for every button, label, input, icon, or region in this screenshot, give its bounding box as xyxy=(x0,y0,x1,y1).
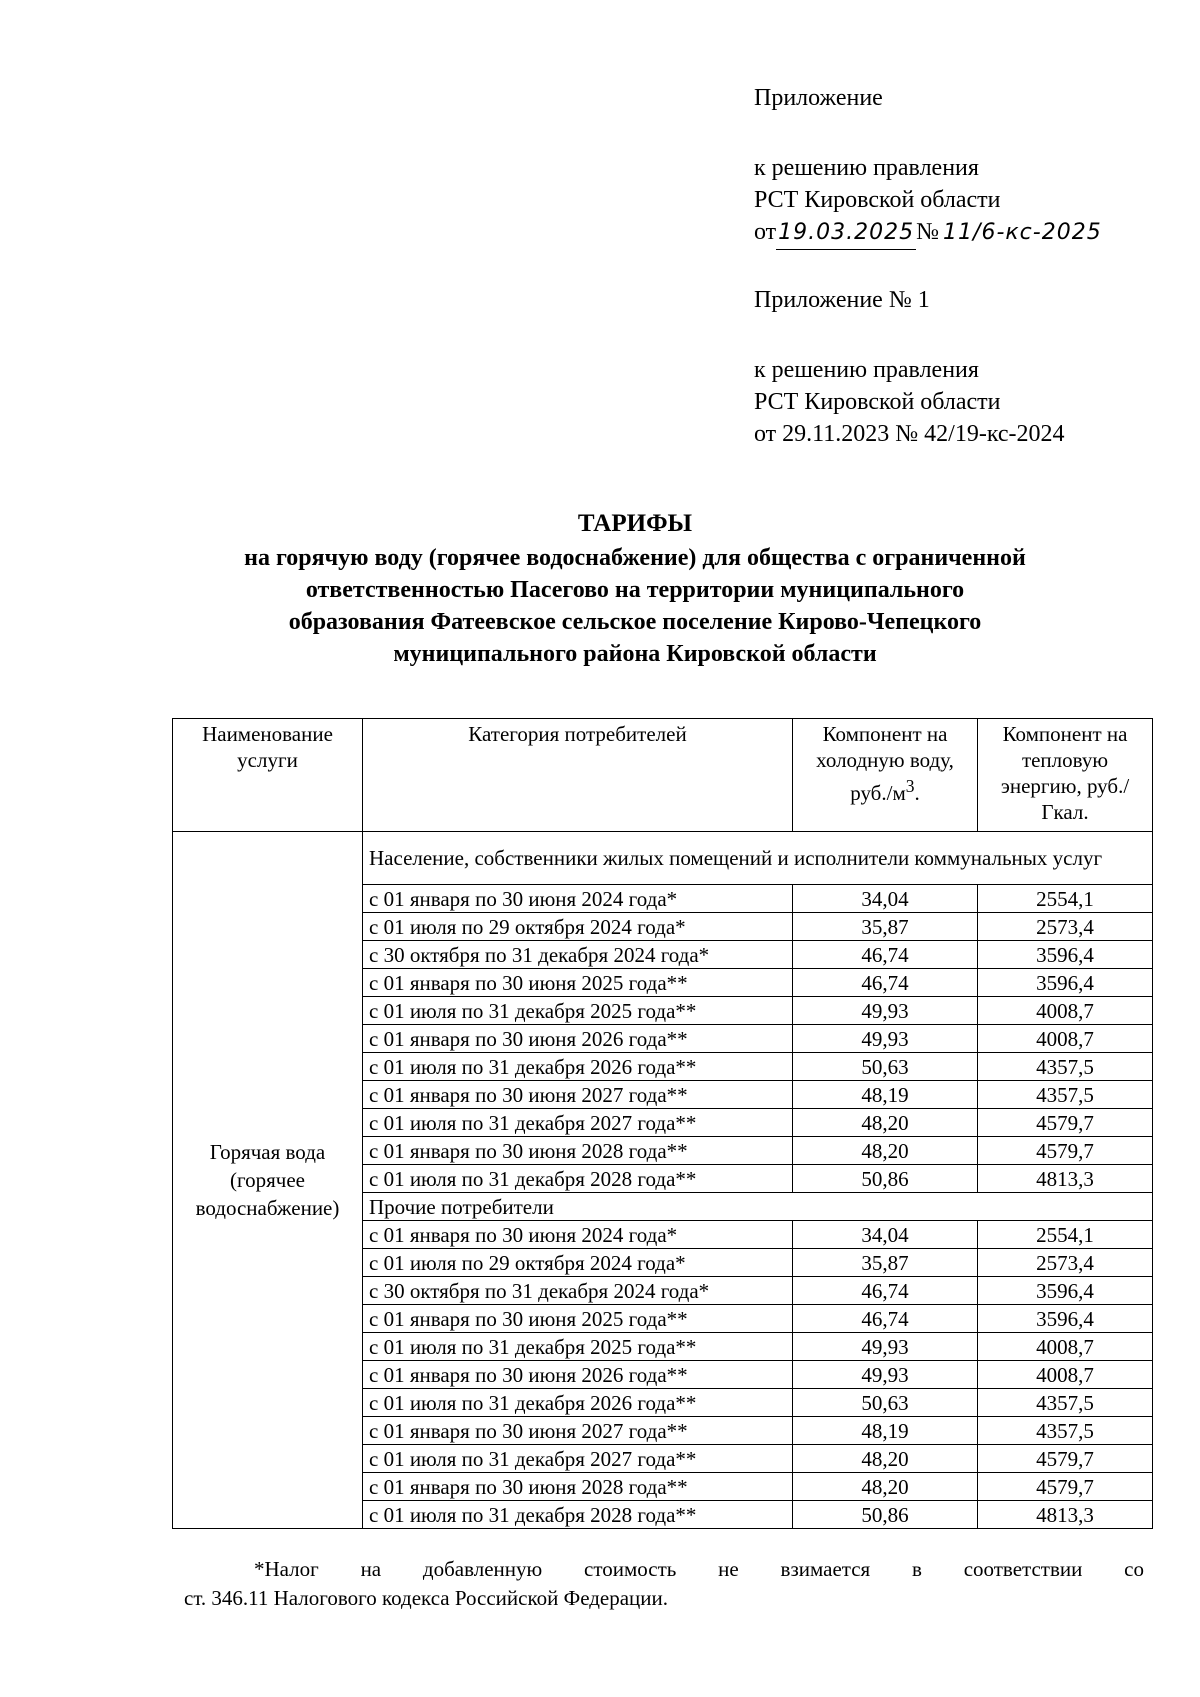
row-period: с 01 июля по 29 октября 2024 года* xyxy=(363,913,793,941)
row-period: с 01 января по 30 июня 2027 года** xyxy=(363,1417,793,1445)
row-heat-value: 4357,5 xyxy=(978,1389,1153,1417)
service-name-line2: (горячее xyxy=(230,1168,305,1192)
row-period: с 01 июля по 31 декабря 2028 года** xyxy=(363,1501,793,1529)
row-cold-water-value: 48,20 xyxy=(793,1445,978,1473)
header-cold-water: Компонент на холодную воду, $руб./м^3$. xyxy=(793,719,978,832)
header-service: Наименование услуги xyxy=(173,719,363,832)
row-period: с 01 июля по 31 декабря 2026 года** xyxy=(363,1389,793,1417)
row-period: с 01 июля по 31 декабря 2026 года** xyxy=(363,1053,793,1081)
row-cold-water-value: 46,74 xyxy=(793,1305,978,1333)
heading-main: ТАРИФЫ xyxy=(577,510,693,537)
row-period: с 30 октября по 31 декабря 2024 года* xyxy=(363,941,793,969)
appendix-1-ref-line2: РСТ Кировской области xyxy=(754,389,1001,415)
handwritten-date: 19.03.2025 xyxy=(776,217,916,250)
header-category: Категория потребителей xyxy=(363,719,793,832)
tariffs-table xyxy=(172,718,1153,1529)
footnote-line1: *Налог на добавленную стоимость не взимается в соответствии со xyxy=(254,1557,1144,1581)
row-heat-value: 4579,7 xyxy=(978,1137,1153,1165)
row-cold-water-value: 48,20 xyxy=(793,1473,978,1501)
number-sign: № xyxy=(916,219,940,245)
row-period: с 01 января по 30 июня 2024 года* xyxy=(363,1221,793,1249)
row-period: с 01 июля по 29 октября 2024 года* xyxy=(363,1249,793,1277)
header-heat: Компонент на тепловую энергию, руб./Гкал. xyxy=(978,719,1153,832)
row-period: с 30 октября по 31 декабря 2024 года* xyxy=(363,1277,793,1305)
appendix-ref-line1: к решению правления xyxy=(754,155,979,181)
row-cold-water-value: 48,19 xyxy=(793,1417,978,1445)
row-heat-value: 4357,5 xyxy=(978,1417,1153,1445)
row-cold-water-value: 46,74 xyxy=(793,969,978,997)
appendix-title: Приложение xyxy=(754,85,883,111)
row-heat-value: 4357,5 xyxy=(978,1081,1153,1109)
group-row xyxy=(173,832,1153,885)
heading-line1: на горячую воду (горячее водоснабжение) для общества с ограниченной xyxy=(244,545,1026,571)
row-heat-value: 2554,1 xyxy=(978,885,1153,913)
row-heat-value: 4008,7 xyxy=(978,1025,1153,1053)
appendix-reference xyxy=(754,152,1102,250)
row-cold-water-value: 49,93 xyxy=(793,1361,978,1389)
appendix-1-title: Приложение № 1 xyxy=(754,287,930,313)
row-period: с 01 июля по 31 декабря 2025 года** xyxy=(363,997,793,1025)
footnote xyxy=(184,1555,1144,1613)
row-period: с 01 января по 30 июня 2026 года** xyxy=(363,1025,793,1053)
row-heat-value: 4579,7 xyxy=(978,1445,1153,1473)
row-cold-water-value: 50,63 xyxy=(793,1389,978,1417)
row-cold-water-value: 46,74 xyxy=(793,1277,978,1305)
row-cold-water-value: 46,74 xyxy=(793,941,978,969)
footnote-line2: ст. 346.11 Налогового кодекса Российской Федерации. xyxy=(184,1586,669,1610)
row-period: с 01 января по 30 июня 2027 года** xyxy=(363,1081,793,1109)
row-heat-value: 4357,5 xyxy=(978,1053,1153,1081)
row-heat-value: 4008,7 xyxy=(978,997,1153,1025)
row-period: с 01 июля по 31 декабря 2027 года** xyxy=(363,1445,793,1473)
appendix-1-ref-line3: от 29.11.2023 № 42/19-кс-2024 xyxy=(754,421,1065,447)
heading-line3: образования Фатеевское сельское поселение Кирово-Чепецкого xyxy=(288,609,982,635)
appendix-1-reference xyxy=(754,354,1065,450)
row-cold-water-value: 49,93 xyxy=(793,1333,978,1361)
document-heading xyxy=(150,508,1120,670)
row-heat-value: 3596,4 xyxy=(978,1305,1153,1333)
row-cold-water-value: 49,93 xyxy=(793,997,978,1025)
appendix-1-ref-line1: к решению правления xyxy=(754,357,979,383)
row-heat-value: 3596,4 xyxy=(978,1277,1153,1305)
service-name-line1: Горячая вода xyxy=(209,1140,326,1164)
row-cold-water-value: 34,04 xyxy=(793,885,978,913)
group-label-other: Прочие потребители xyxy=(363,1193,1153,1221)
row-period: с 01 июля по 31 декабря 2025 года** xyxy=(363,1333,793,1361)
row-period: с 01 июля по 31 декабря 2027 года** xyxy=(363,1109,793,1137)
row-heat-value: 4008,7 xyxy=(978,1333,1153,1361)
row-heat-value: 2573,4 xyxy=(978,913,1153,941)
group-label-population: Население, собственники жилых помещений и исполнители коммунальных услуг xyxy=(363,832,1153,885)
row-cold-water-value: 50,86 xyxy=(793,1165,978,1193)
service-name-line3: водоснабжение) xyxy=(195,1196,340,1220)
row-heat-value: 2573,4 xyxy=(978,1249,1153,1277)
row-cold-water-value: 34,04 xyxy=(793,1221,978,1249)
row-cold-water-value: 35,87 xyxy=(793,1249,978,1277)
row-heat-value: 4579,7 xyxy=(978,1109,1153,1137)
row-heat-value: 3596,4 xyxy=(978,969,1153,997)
unit-superscript: 3 xyxy=(905,776,915,796)
from-prefix: от xyxy=(754,219,777,245)
service-name xyxy=(173,832,363,1529)
appendix-ref-line3 xyxy=(754,216,1102,250)
row-heat-value: 4813,3 xyxy=(978,1501,1153,1529)
row-period: с 01 января по 30 июня 2028 года** xyxy=(363,1473,793,1501)
row-heat-value: 4008,7 xyxy=(978,1361,1153,1389)
appendix-ref-line2: РСТ Кировской области xyxy=(754,187,1001,213)
row-cold-water-value: 50,63 xyxy=(793,1053,978,1081)
handwritten-number: 11/6-кс-2025 xyxy=(943,220,1102,245)
row-period: с 01 января по 30 июня 2028 года** xyxy=(363,1137,793,1165)
row-period: с 01 января по 30 июня 2024 года* xyxy=(363,885,793,913)
row-cold-water-value: 48,19 xyxy=(793,1081,978,1109)
heading-line4: муниципального района Кировской области xyxy=(393,641,877,667)
row-period: с 01 января по 30 июня 2026 года** xyxy=(363,1361,793,1389)
row-cold-water-value: 50,86 xyxy=(793,1501,978,1529)
table-header-row xyxy=(173,719,1153,832)
row-cold-water-value: 49,93 xyxy=(793,1025,978,1053)
row-heat-value: 4813,3 xyxy=(978,1165,1153,1193)
row-cold-water-value: 35,87 xyxy=(793,913,978,941)
row-period: с 01 января по 30 июня 2025 года** xyxy=(363,1305,793,1333)
heading-line2: ответственностью Пасегово на территории муниципального xyxy=(305,577,965,603)
row-heat-value: 3596,4 xyxy=(978,941,1153,969)
row-period: с 01 января по 30 июня 2025 года** xyxy=(363,969,793,997)
row-cold-water-value: 48,20 xyxy=(793,1109,978,1137)
row-period: с 01 июля по 31 декабря 2028 года** xyxy=(363,1165,793,1193)
row-heat-value: 2554,1 xyxy=(978,1221,1153,1249)
row-heat-value: 4579,7 xyxy=(978,1473,1153,1501)
row-cold-water-value: 48,20 xyxy=(793,1137,978,1165)
